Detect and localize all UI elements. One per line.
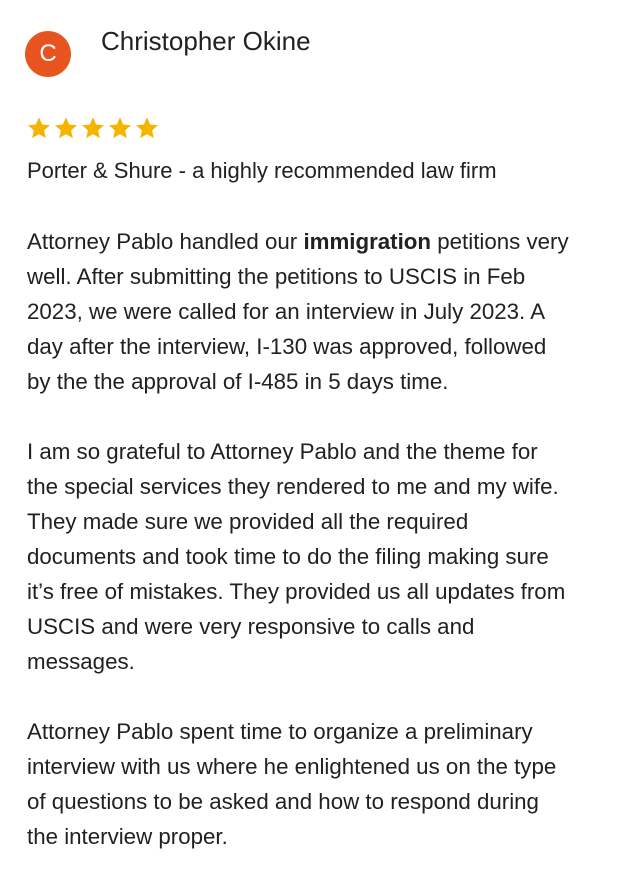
highlighted-keyword: immigration bbox=[303, 229, 432, 254]
review-line: They made sure we provided all the required bbox=[27, 509, 469, 534]
review-line: of questions to be asked and how to respond during bbox=[27, 789, 539, 814]
star-icon bbox=[107, 115, 133, 141]
review-line: USCIS and were very responsive to calls and bbox=[27, 614, 475, 639]
review-line: day after the interview, I-130 was approved, followed bbox=[27, 334, 547, 359]
review-line: it’s free of mistakes. They provided us all updates from bbox=[27, 579, 566, 604]
avatar[interactable]: C bbox=[25, 31, 71, 77]
review-line bbox=[27, 224, 627, 259]
review-line: 2023, we were called for an interview in July 2023. A bbox=[27, 299, 546, 324]
review-line: the interview proper. bbox=[27, 824, 228, 849]
review-line: by the the approval of I-485 in 5 days time. bbox=[27, 369, 449, 394]
reviewer-name[interactable]: Christopher Okine bbox=[101, 26, 311, 56]
review-line: documents and took time to do the filing making sure bbox=[27, 544, 549, 569]
star-icon bbox=[26, 115, 52, 141]
review-text: petitions very bbox=[431, 229, 569, 254]
review-paragraph bbox=[27, 434, 627, 679]
star-icon bbox=[53, 115, 79, 141]
star-icon bbox=[134, 115, 160, 141]
review-paragraph bbox=[27, 714, 627, 854]
review-line: messages. bbox=[27, 649, 135, 674]
review-line: I am so grateful to Attorney Pablo and the theme for bbox=[27, 439, 538, 464]
star-rating bbox=[26, 115, 160, 143]
review-paragraph bbox=[27, 224, 627, 399]
review-text: Attorney Pablo handled our bbox=[27, 229, 304, 254]
review-line: the special services they rendered to me and my wife. bbox=[27, 474, 559, 499]
star-icon bbox=[80, 115, 106, 141]
review-line: well. After submitting the petitions to USCIS in Feb bbox=[27, 264, 526, 289]
review-title: Porter & Shure - a highly recommended law firm bbox=[27, 158, 497, 183]
review-line: Attorney Pablo spent time to organize a preliminary bbox=[27, 719, 533, 744]
review-body bbox=[27, 224, 627, 889]
review-line: interview with us where he enlightened us on the type bbox=[27, 754, 557, 779]
